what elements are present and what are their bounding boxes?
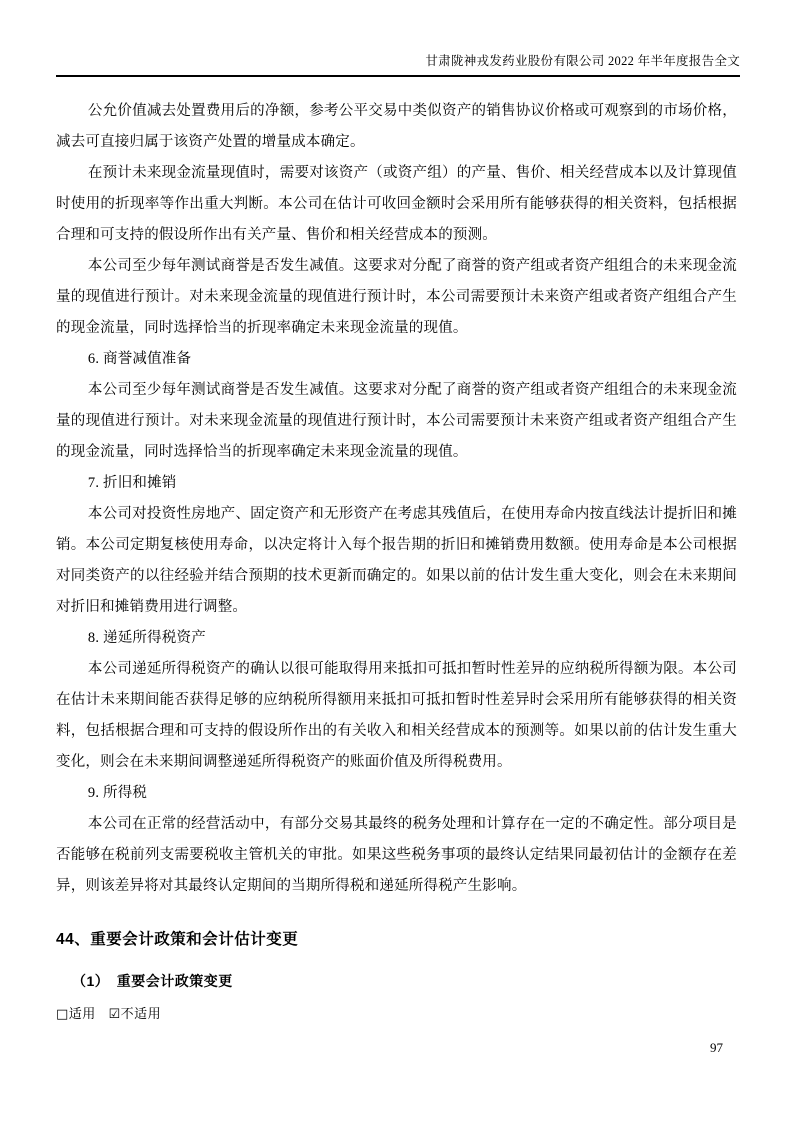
item-heading-goodwill-impairment: 6. 商誉减值准备 xyxy=(87,351,192,367)
page-number: 97 xyxy=(710,1040,723,1055)
subsection-heading-1: （1） 重要会计政策变更 xyxy=(72,973,233,989)
applicable-checkbox-option: □适用 xyxy=(56,1007,96,1022)
page-header xyxy=(56,52,740,77)
page-header-title: 甘肃陇神戎发药业股份有限公司 2022 年半年度报告全文 xyxy=(425,54,740,68)
body-paragraph: 本公司对投资性房地产、固定资产和无形资产在考虑其残值后，在使用寿命内按直线法计提折旧和摊销。本公司定期复核使用寿命，以决定将计入每个报告期的折旧和摊销费用数额。使用寿命是本公司根据对同类资产的以往经验并结合预期的技术更新而确定的。如果以前的估计发生重大变化，则会在未来期间对折旧和摊销费用进行调整。 xyxy=(56,506,737,615)
applicability-line xyxy=(56,1005,737,1025)
not-applicable-checkbox-option: ☑不适用 xyxy=(108,1007,162,1022)
body-paragraph: 本公司至少每年测试商誉是否发生减值。这要求对分配了商誉的资产组或者资产组组合的未来现金流量的现值进行预计。对未来现金流量的现值进行预计时，本公司需要预计未来资产组或者资产组组合产生的现金流量，同时选择恰当的折现率确定未来现金流量的现值。 xyxy=(56,382,737,460)
header-divider xyxy=(56,75,740,77)
body-paragraph: 本公司在正常的经营活动中，有部分交易其最终的税务处理和计算存在一定的不确定性。部分项目是否能够在税前列支需要税收主管机关的审批。如果这些税务事项的最终认定结果同最初估计的金额存在差异，则该差异将对其最终认定期间的当期所得税和递延所得税产生影响。 xyxy=(56,816,737,894)
body-paragraph: 本公司至少每年测试商誉是否发生减值。这要求对分配了商誉的资产组或者资产组组合的未来现金流量的现值进行预计。对未来现金流量的现值进行预计时，本公司需要预计未来资产组或者资产组组合产生的现金流量，同时选择恰当的折现率确定未来现金流量的现值。 xyxy=(56,258,737,336)
body-paragraph: 在预计未来现金流量现值时，需要对该资产（或资产组）的产量、售价、相关经营成本以及计算现值时使用的折现率等作出重大判断。本公司在估计可收回金额时会采用所有能够获得的相关资料，包括根据合理和可支持的假设所作出有关产量、售价和相关经营成本的预测。 xyxy=(56,165,737,243)
section-heading-44: 44、重要会计政策和会计估计变更 xyxy=(56,931,299,948)
item-heading-depreciation-amortization: 7. 折旧和摊销 xyxy=(87,475,177,491)
body-paragraph: 本公司递延所得税资产的确认以很可能取得用来抵扣可抵扣暂时性差异的应纳税所得额为限。本公司在估计未来期间能否获得足够的应纳税所得额用来抵扣可抵扣暂时性差异时会采用所有能够获得的相关资料，包括根据合理和可支持的假设所作出的有关收入和相关经营成本的预测等。如果以前的估计发生重大变化，则会在未来期间调整递延所得税资产的账面价值及所得税费用。 xyxy=(56,661,737,770)
document-body xyxy=(56,96,737,1025)
item-heading-deferred-tax-assets: 8. 递延所得税资产 xyxy=(87,630,206,646)
item-heading-income-tax: 9. 所得税 xyxy=(87,785,148,801)
body-paragraph: 公允价值减去处置费用后的净额，参考公平交易中类似资产的销售协议价格或可观察到的市场价格，减去可直接归属于该资产处置的增量成本确定。 xyxy=(56,103,737,150)
